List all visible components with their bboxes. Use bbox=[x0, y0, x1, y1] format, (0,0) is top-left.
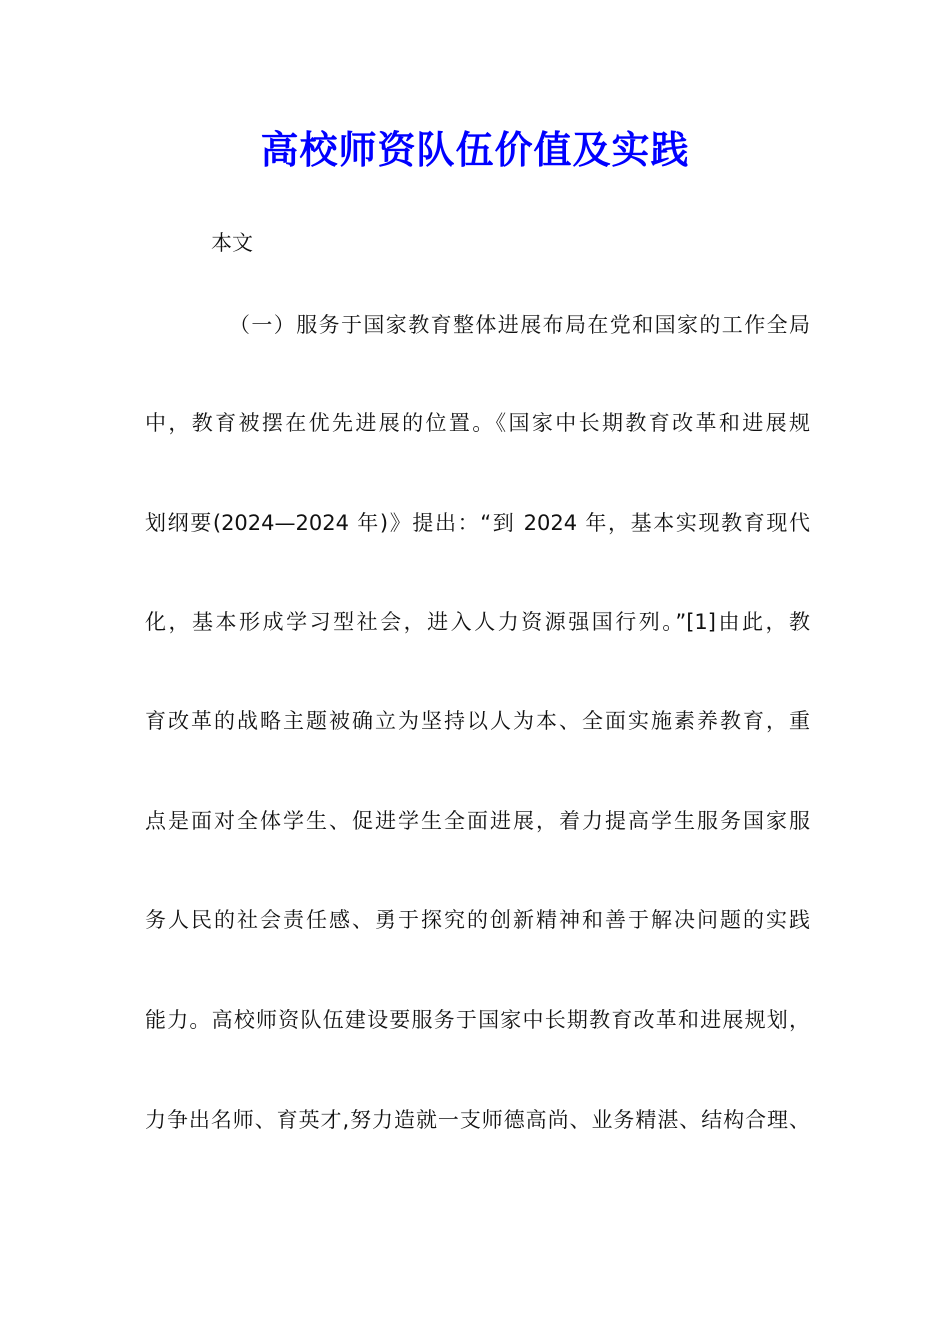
document-title: 高校师资队伍价值及实践 bbox=[260, 127, 690, 172]
text-line: 点是面对全体学生、促进学生全面进展，着力提高学生服务国家服 bbox=[145, 809, 810, 833]
text-line: 划纲要(2024—2024 年)》提出：“到 2024 年，基本实现教育现代 bbox=[145, 511, 810, 535]
text-line: 务人民的社会责任感、勇于探究的创新精神和善于解决问题的实践 bbox=[145, 908, 810, 932]
text-line: 化，基本形成学习型社会，进入人力资源强国行列。”[1]由此，教 bbox=[145, 610, 810, 634]
text-line: （一）服务于国家教育整体进展布局在党和国家的工作全局 bbox=[229, 313, 810, 337]
text-line: 力争出名师、育英才,努力造就一支师德高尚、业务精湛、结构合理、 bbox=[145, 1108, 810, 1132]
section-label: 本文 bbox=[211, 231, 253, 255]
text-line: 育改革的战略主题被确立为坚持以人为本、全面实施素养教育，重 bbox=[145, 709, 810, 733]
text-line: 中，教育被摆在优先进展的位置。《国家中长期教育改革和进展规 bbox=[145, 411, 810, 435]
text-line: 能力。高校师资队伍建设要服务于国家中长期教育改革和进展规划， bbox=[145, 1008, 810, 1032]
